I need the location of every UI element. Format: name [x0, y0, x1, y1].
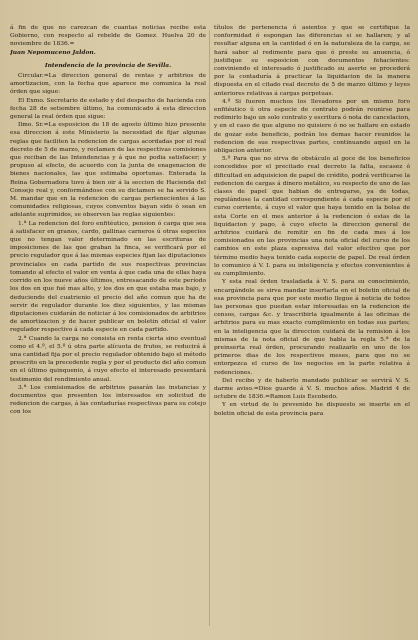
signature-jaldon: Juan Nepomuceno Jaldon. [10, 48, 96, 56]
left-column [10, 24, 206, 636]
rule-5-paragraph: 5.º Para que no sirva de obstáculo al goce de los beneficios concedidos por el precitado real decreto la falta, escasez ó dificultad en adquisicion de papel de crédito, podrá verificarse la redencion de cargas á dinero metálico, su respecto de uno de las clases de papel que habian de entregarse, ya de todas, regulándose la cantidad correspondiente á cada especie por el curso corriente, á cuyo el valor que haya tenido en la bolsa de esta Corte en el mes anterior á la redencion ó estas de la liquidacion y pago, á cuyo efecto la direccion general de arbitrios cuidará de remitir en fin de cada mes á los comisionados en las provincias una nota oficial del curso de los cambios en este plaza espresiva del valor efectivo que por término medio haya tenido cada especie de papel. De real órden lo comunico á V. I. para su inteligencia y efectos convenientes á su cumplimiento. [214, 156, 410, 278]
royal-order-paragraph: Ilmo. Sr.=La esposicion de 18 de agosto último hizo presente esa direccion á este Ministerio la necesidad de fijar algunas reglas que faciliten la redencion de cargas acordadas por el real decreto de 5 de marzo, y reclamen de las respectivas comisiones que reciban de las Intendencias y á que no podia satisfacer; y propuso al efecto, de acuerdo con la junta de enagenacion de bienes nacionales, las que estimaba oportunas. Enterada la Reina Gobernadora tuvo á bien oir á la seccion de Hacienda del Consejo real y, conformándose con su dictamen se ha servido S. M. mandar que en la redencion de cargas pertenecientes á las comunidades religiosas, cuyos conventos bayan sido ó sean en adelante suprimidos, se observen las reglas siguientes: [10, 122, 206, 219]
continuation-paragraph: títulos de pertenencia ó asientos y que se certifique la conformidad ó espongan las diferencias si se hallaren; y al resultar alguna en la cantidad ó en la naturaleza de la carga, se hará saber al redimente para que ó preste su anuencia, ó justifique su esposicion con documentos fehacientes: conviniendo el interesado ó justificado su aserto se procederá por la contaduría á practicar la liquidacion de la manera dispuesta en el citado real decreto de 5 de marzo último y leyes anteriores relativas á cargas perpetuas. [214, 25, 410, 97]
rule-3-paragraph: 3.ª Los comisionados de arbitrios pasarán las instancias y documentos que presenten los interesados en solicitud de redencion de cargas, á las contadurías respectivas para su cotejo con los [10, 384, 206, 416]
closing-paragraph: Del recibo y de haberlo mandado publicar se servirá V. S. darme aviso.=Dios guarde á V. S. muchos años. Madrid 4 de octubre de 1836.=Ramon Luis Escobedo. [214, 377, 410, 401]
rule-4-paragraph: 4.º Si fueren muchos los llevadores por un mismo foro enfitéutico ú otra especie de contrato podrán reunirse para redimirlo bajo un solo contrato y escritura ó nota de cancelacion, y en el caso de que alguno no quisiere ó no se hallare en estado de gozar este beneficio, podrán los demas hacer reunidos la redencion de sus respectivas partes, continuando aquel en la obligacion anterior. [214, 98, 410, 155]
column-divider [209, 30, 210, 626]
section-heading: Intendencia de la provincia de Sevilla. [44, 61, 172, 69]
address-paragraph: El Exmo. Secretario de estado y del despacho de hacienda con fecha 28 de setiembre último, ha comunicado á esta direccion general la real órden que sigue: [10, 97, 206, 121]
intro-paragraph: á fin de que no carezcan de cuantas noticias recibe esta Gobierno, con respecto al rebelde de Gomez. Huelva 20 de noviembre de 1836.= [10, 25, 206, 48]
final-paragraph: Y en virtud de lo prevenido he dispuesto se inserte en el boletin oficial de esta provincia para [214, 402, 410, 417]
right-column [214, 24, 410, 636]
page-top-margin [0, 8, 418, 20]
circular-paragraph: Circular.=La direccion general de rentas y arbitrios de amortizacion, con la fecha que aparece me comunica la real órden que sigue: [10, 73, 206, 96]
rule-1-paragraph: 1.ª La redencion del foro enfitéutico, pension ó carga que sea á satisfacer en granos, cardo, gallinas carneros ú otras especies que no tengan valor determinado en las escrituras de imposiciones de las que graban la finca, se verificará por el precio regulador que á las mismas especies fijan las diputaciones provinciales en cada partido de sus respectivas provincias tomando al efecto el valor en venta á que cada una de ellas haya corrido en los nueve años últimos, entresacando de este período los dos en que fué mas alto, y los dos en que estaba mas bajo, y deduciendo del cuatrienio el precio del año comun que ha de servir de regulador durante los diez siguientes, y las mismas diputaciones cuidarán de noticiar á los comisionados de arbitrios de amortizacion y de hacer publicar en boletin oficial el valor regulador respectivo á cada especie en cada partido. [10, 220, 206, 334]
publication-paragraph: Y esta real órden trasladada á V. S. para su conocimiento, encargándole se sirva mandar insertarla en el boletin oficial de esa provincia para que por este medio llegue á noticia de todos las personas que puedan estar interesadas en la redencion de censos, cargas &c. y trascribirla igualmente á las oficinas de arbitrios para su mas exacto cumplimiento en todas sus partes; en la inteligencia que la direccion cuidará de la remision á los mismas de la nota oficial de que habla la regla 5.ª de la preinserta real órden, procurando realizarlo en uno de los primeros dias de los respectivos meses, para que no se entorpezca el curso de los negocios en la parte relativa á redenciones. [214, 279, 410, 376]
rule-2-paragraph: 2.ª Cuando la carga no consista en renta cierta sino eventual como el 4.º, el 5.º ú otra parte alícuota de frutos, se reducirá á una cantidad fija por el precio regulador obtenido bajo el método prescrito en la precedente regla y por el producto del año comun en el último quinquenio, á cuyo efecto el interesado presentará testimonio del rendimiento anual. [10, 335, 206, 383]
